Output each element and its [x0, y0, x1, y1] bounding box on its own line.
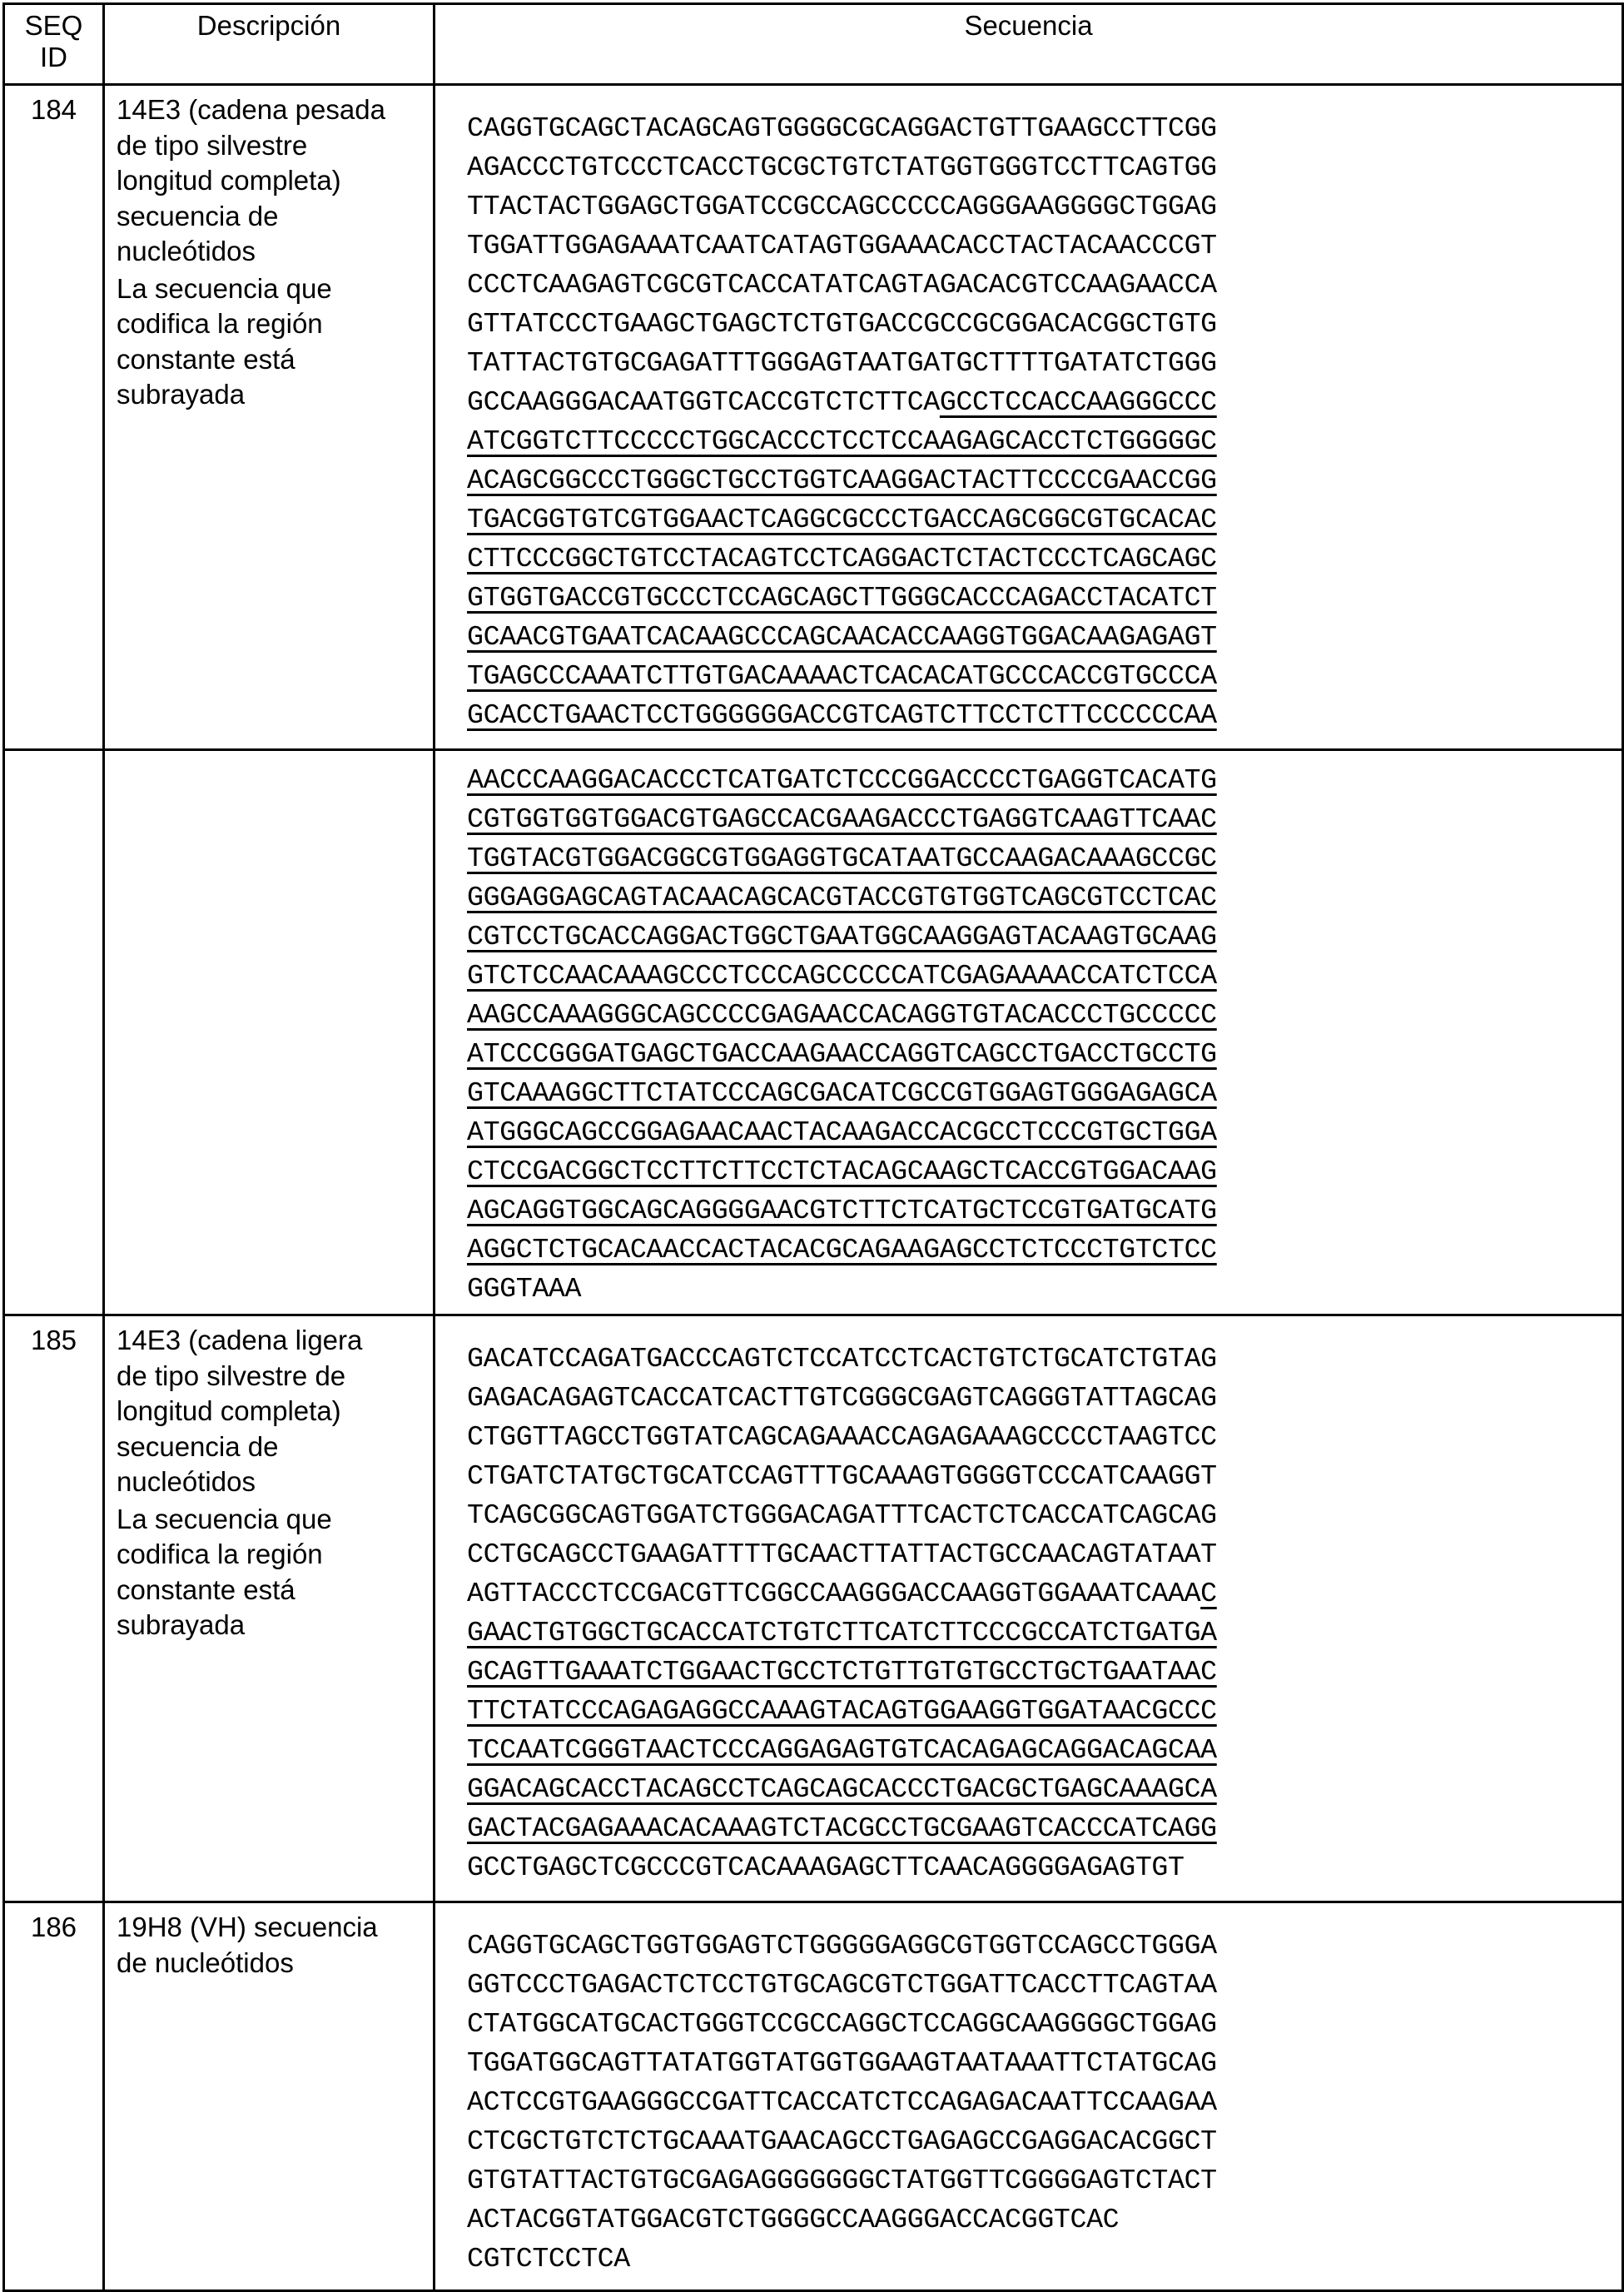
sequence-line	[467, 2044, 1622, 2083]
description-line: secuencia de	[117, 200, 279, 231]
sequence-line	[467, 1966, 1622, 2005]
description-cell	[104, 85, 435, 750]
sequence-line	[467, 1074, 1622, 1113]
constant-region-underlined-text: ACAGCGGCCCTGGGCTGCCTGGTCAAGGACTACTTCCCCGAACCGG	[467, 465, 1217, 496]
seq-id-cell	[4, 750, 104, 1315]
sequence-text: TCAGCGGCAGTGGATCTGGGACAGATTTCACTCTCACCATCAGCAG	[467, 1499, 1217, 1531]
sequence-line	[467, 1809, 1622, 1848]
sequence-line	[467, 2200, 1622, 2240]
constant-region-underlined-text: AACCCAAGGACACCCTCATGATCTCCCGGACCCCTGAGGTCACATG	[467, 764, 1217, 796]
sequence-line	[467, 1231, 1622, 1270]
sequence-line	[467, 383, 1622, 422]
sequence-line	[467, 957, 1622, 996]
constant-region-underlined-text: CTCCGACGGCTCCTTCTTCCTCTACAGCAAGCTCACCGTGGACAAG	[467, 1156, 1217, 1187]
sequence-line	[467, 1770, 1622, 1809]
description-cell	[104, 1902, 435, 2291]
sequence-line	[467, 500, 1622, 539]
constant-region-underlined-text: ATCGGTCTTCCCCCTGGCACCCTCCTCCAAGAGCACCTCTGGGGGC	[467, 425, 1217, 457]
description-line: codifica la región	[117, 1539, 323, 1569]
sequence-line	[467, 696, 1622, 735]
description-line: nucleótidos	[117, 1466, 256, 1497]
sequence-line	[467, 344, 1622, 383]
sequence-line	[467, 800, 1622, 839]
sequence-text: GCCTGAGCTCGCCCGTCACAAAGAGCTTCAACAGGGGAGAGTGT	[467, 1852, 1184, 1883]
sequence-text: ACTCCGTGAAGGGCCGATTCACCATCTCCAGAGACAATTCCAAGAA	[467, 2086, 1217, 2118]
sequence-line	[467, 187, 1622, 226]
description-line: constante está	[117, 343, 295, 375]
sequence-text: CGTCTCCTCA	[467, 2243, 630, 2275]
sequence-line	[467, 618, 1622, 657]
sequence-line	[467, 1731, 1622, 1770]
sequence-text: AGACCCTGTCCCTCACCTGCGCTGTCTATGGTGGGTCCTTCAGTGG	[467, 152, 1217, 183]
sequence-line	[467, 1035, 1622, 1074]
seq-id-cell: 185	[4, 1315, 104, 1902]
sequence-text: GTGTATTACTGTGCGAGAGGGGGGGCTATGGTTCGGGGAGTCTACT	[467, 2165, 1217, 2196]
constant-region-underlined-text: TGGTACGTGGACGGCGTGGAGGTGCATAATGCCAAGACAAAGCCGC	[467, 843, 1217, 874]
sequence-text: TTACTACTGGAGCTGGATCCGCCAGCCCCCAGGGAAGGGGCTGGAG	[467, 191, 1217, 222]
constant-region-underlined-text: GACTACGAGAAACACAAAGTCTACGCCTGCGAAGTCACCCATCAGG	[467, 1812, 1217, 1844]
sequence-text: CCTGCAGCCTGAAGATTTTGCAACTTATTACTGCCAACAGTATAAT	[467, 1539, 1217, 1570]
constant-region-underlined-text: C	[1200, 1578, 1217, 1609]
seq-id-cell: 186	[4, 1902, 104, 2291]
sequence-cell	[435, 1315, 1623, 1902]
sequence-line	[467, 1848, 1622, 1887]
constant-region-underlined-text: CGTGGTGGTGGACGTGAGCCACGAAGACCCTGAGGTCAAGTTCAAC	[467, 803, 1217, 835]
sequence-table	[2, 2, 1624, 2292]
constant-region-underlined-text: CGTCCTGCACCAGGACTGGCTGAATGGCAAGGAGTACAAGTGCAAG	[467, 921, 1217, 952]
sequence-text: TGGATGGCAGTTATATGGTATGGTGGAAGTAATAAATTCTATGCAG	[467, 2047, 1217, 2079]
header-description: Descripción	[104, 4, 435, 85]
description-line: codifica la región	[117, 308, 323, 339]
sequence-line	[467, 1653, 1622, 1692]
table-row	[4, 1902, 1623, 2291]
description-line: 14E3 (cadena pesada	[117, 94, 385, 125]
description-line: subrayada	[117, 1609, 246, 1640]
sequence-text: GCCAAGGGACAATGGTCACCGTCTCTTCA	[467, 386, 940, 418]
sequence-line	[467, 2083, 1622, 2122]
sequence-line	[467, 1418, 1622, 1457]
header-seq-id	[4, 4, 104, 85]
sequence-text: CCCTCAAGAGTCGCGTCACCATATCAGTAGACACGTCCAAGAACCA	[467, 269, 1217, 301]
table-row	[4, 750, 1623, 1315]
constant-region-underlined-text: GCCTCCACCAAGGGCCC	[939, 386, 1217, 418]
header-sequence: Secuencia	[435, 4, 1623, 85]
constant-region-underlined-text: TTCTATCCCAGAGAGGCCAAAGTACAGTGGAAGGTGGATAACGCCC	[467, 1695, 1217, 1727]
sequence-text: CTGATCTATGCTGCATCCAGTTTGCAAAGTGGGGTCCCATCAAGGT	[467, 1460, 1217, 1492]
description-line: 14E3 (cadena ligera	[117, 1325, 363, 1355]
constant-region-underlined-text: TGACGGTGTCGTGGAACTCAGGCGCCCTGACCAGCGGCGTGCACAC	[467, 504, 1217, 535]
sequence-text: CTGGTTAGCCTGGTATCAGCAGAAACCAGAGAAAGCCCCTAAGTCC	[467, 1421, 1217, 1453]
sequence-text: GTTATCCCTGAAGCTGAGCTCTGTGACCGCCGCGGACACGGCTGTG	[467, 308, 1217, 340]
sequence-line	[467, 1535, 1622, 1574]
description-line: longitud completa)	[117, 165, 341, 196]
sequence-text: CTCGCTGTCTCTGCAAATGAACAGCCTGAGAGCCGAGGACACGGCT	[467, 2125, 1217, 2157]
sequence-text: GACATCCAGATGACCCAGTCTCCATCCTCACTGTCTGCATCTGTAG	[467, 1343, 1217, 1375]
constant-region-underlined-text: AGGCTCTGCACAACCACTACACGCAGAAGAGCCTCTCCCTGTCTCC	[467, 1234, 1217, 1265]
description-line: La secuencia que	[117, 1503, 332, 1534]
description-line: longitud completa)	[117, 1395, 341, 1426]
sequence-line	[467, 148, 1622, 187]
sequence-cell	[435, 1902, 1623, 2291]
sequence-line	[467, 839, 1622, 878]
constant-region-underlined-text: TCCAATCGGGTAACTCCCAGGAGAGTGTCACAGAGCAGGACAGCAA	[467, 1734, 1217, 1766]
description-line: La secuencia que	[117, 272, 332, 304]
sequence-text: CAGGTGCAGCTACAGCAGTGGGGCGCAGGACTGTTGAAGCCTTCGG	[467, 112, 1217, 144]
constant-region-underlined-text: ATCCCGGGATGAGCTGACCAAGAACCAGGTCAGCCTGACCTGCCTG	[467, 1038, 1217, 1070]
sequence-line	[467, 579, 1622, 618]
constant-region-underlined-text: GCAGTTGAAATCTGGAACTGCCTCTGTTGTGTGCCTGCTGAATAAC	[467, 1656, 1217, 1688]
sequence-line	[467, 1496, 1622, 1535]
description-line: de nucleótidos	[117, 1946, 294, 1978]
header-seq-id-part: SEQ	[24, 10, 83, 41]
constant-region-underlined-text: GGGAGGAGCAGTACAACAGCACGTACCGTGTGGTCAGCGTCCTCAC	[467, 882, 1217, 913]
description-line: secuencia de	[117, 1430, 279, 1462]
sequence-line	[467, 1113, 1622, 1152]
sequence-text: TGGATTGGAGAAATCAATCATAGTGGAAACACCTACTACAACCCGT	[467, 230, 1217, 261]
sequence-line	[467, 996, 1622, 1035]
sequence-line	[467, 109, 1622, 148]
constant-region-underlined-text: GAACTGTGGCTGCACCATCTGTCTTCATCTTCCCGCCATCTGATGA	[467, 1617, 1217, 1648]
sequence-text: CTATGGCATGCACTGGGTCCGCCAGGCTCCAGGCAAGGGGCTGGAG	[467, 2008, 1217, 2040]
sequence-line	[467, 1927, 1622, 1966]
sequence-line	[467, 1574, 1622, 1613]
table-row	[4, 1315, 1623, 1902]
sequence-text: TATTACTGTGCGAGATTTGGGAGTAATGATGCTTTTGATATCTGGG	[467, 347, 1217, 379]
sequence-text: GAGACAGAGTCACCATCACTTGTCGGGCGAGTCAGGGTATTAGCAG	[467, 1382, 1217, 1414]
header-row	[4, 4, 1623, 85]
sequence-line	[467, 917, 1622, 957]
sequence-text: GGGTAAA	[467, 1273, 582, 1305]
sequence-line	[467, 226, 1622, 266]
constant-region-underlined-text: CTTCCCGGCTGTCCTACAGTCCTCAGGACTCTACTCCCTCAGCAGC	[467, 543, 1217, 574]
sequence-line	[467, 539, 1622, 579]
description-line: 19H8 (VH) secuencia	[117, 1912, 378, 1942]
sequence-text: AGTTACCCTCCGACGTTCGGCCAAGGGACCAAGGTGGAAATCAAA	[467, 1578, 1201, 1609]
constant-region-underlined-text: GCAACGTGAATCACAAGCCCAGCAACACCAAGGTGGACAAGAGAGT	[467, 621, 1217, 653]
sequence-line	[467, 1692, 1622, 1731]
table-body	[4, 85, 1623, 2291]
sequence-line	[467, 266, 1622, 305]
sequence-line	[467, 1152, 1622, 1191]
sequence-line	[467, 461, 1622, 500]
sequence-line	[467, 878, 1622, 917]
sequence-line	[467, 1613, 1622, 1653]
sequence-cell	[435, 750, 1623, 1315]
sequence-line	[467, 1457, 1622, 1496]
sequence-line	[467, 2122, 1622, 2161]
description-line: constante está	[117, 1574, 295, 1605]
constant-region-underlined-text: AAGCCAAAGGGCAGCCCCGAGAACCACAGGTGTACACCCTGCCCCC	[467, 999, 1217, 1031]
sequence-line	[467, 305, 1622, 344]
constant-region-underlined-text: TGAGCCCAAATCTTGTGACAAAACTCACACATGCCCACCGTGCCCA	[467, 660, 1217, 692]
sequence-line	[467, 761, 1622, 800]
sequence-line	[467, 2161, 1622, 2200]
sequence-text: CAGGTGCAGCTGGTGGAGTCTGGGGGAGGCGTGGTCCAGCCTGGGA	[467, 1930, 1217, 1961]
constant-region-underlined-text: GTCTCCAACAAAGCCCTCCCAGCCCCCATCGAGAAAACCATCTCCA	[467, 960, 1217, 992]
sequence-line	[467, 1270, 1622, 1309]
sequence-line	[467, 1191, 1622, 1231]
sequence-line	[467, 657, 1622, 696]
table-row	[4, 85, 1623, 750]
header-seq-id-part: ID	[40, 42, 67, 72]
description-line: nucleótidos	[117, 236, 256, 266]
sequence-text: GGTCCCTGAGACTCTCCTGTGCAGCGTCTGGATTCACCTTCAGTAA	[467, 1969, 1217, 2001]
constant-region-underlined-text: GCACCTGAACTCCTGGGGGGACCGTCAGTCTTCCTCTTCCCCCCAA	[467, 699, 1217, 731]
sequence-line	[467, 2240, 1622, 2279]
constant-region-underlined-text: GGACAGCACCTACAGCCTCAGCAGCACCCTGACGCTGAGCAAAGCA	[467, 1773, 1217, 1805]
sequence-cell	[435, 85, 1623, 750]
description-line: de tipo silvestre	[117, 129, 308, 161]
sequence-text: ACTACGGTATGGACGTCTGGGGCCAAGGGACCACGGTCAC	[467, 2204, 1120, 2235]
sequence-line	[467, 1379, 1622, 1418]
constant-region-underlined-text: ATGGGCAGCCGGAGAACAACTACAAGACCACGCCTCCCGTGCTGGA	[467, 1116, 1217, 1148]
description-line: subrayada	[117, 379, 246, 410]
sequence-line	[467, 1340, 1622, 1379]
seq-id-cell: 184	[4, 85, 104, 750]
constant-region-underlined-text: AGCAGGTGGCAGCAGGGGAACGTCTTCTCATGCTCCGTGATGCATG	[467, 1195, 1217, 1226]
sequence-line	[467, 2005, 1622, 2044]
description-line: de tipo silvestre de	[117, 1360, 346, 1391]
description-cell	[104, 750, 435, 1315]
constant-region-underlined-text: GTGGTGACCGTGCCCTCCAGCAGCTTGGGCACCCAGACCTACATCT	[467, 582, 1217, 614]
description-cell	[104, 1315, 435, 1902]
sequence-line	[467, 422, 1622, 461]
constant-region-underlined-text: GTCAAAGGCTTCTATCCCAGCGACATCGCCGTGGAGTGGGAGAGCA	[467, 1077, 1217, 1109]
